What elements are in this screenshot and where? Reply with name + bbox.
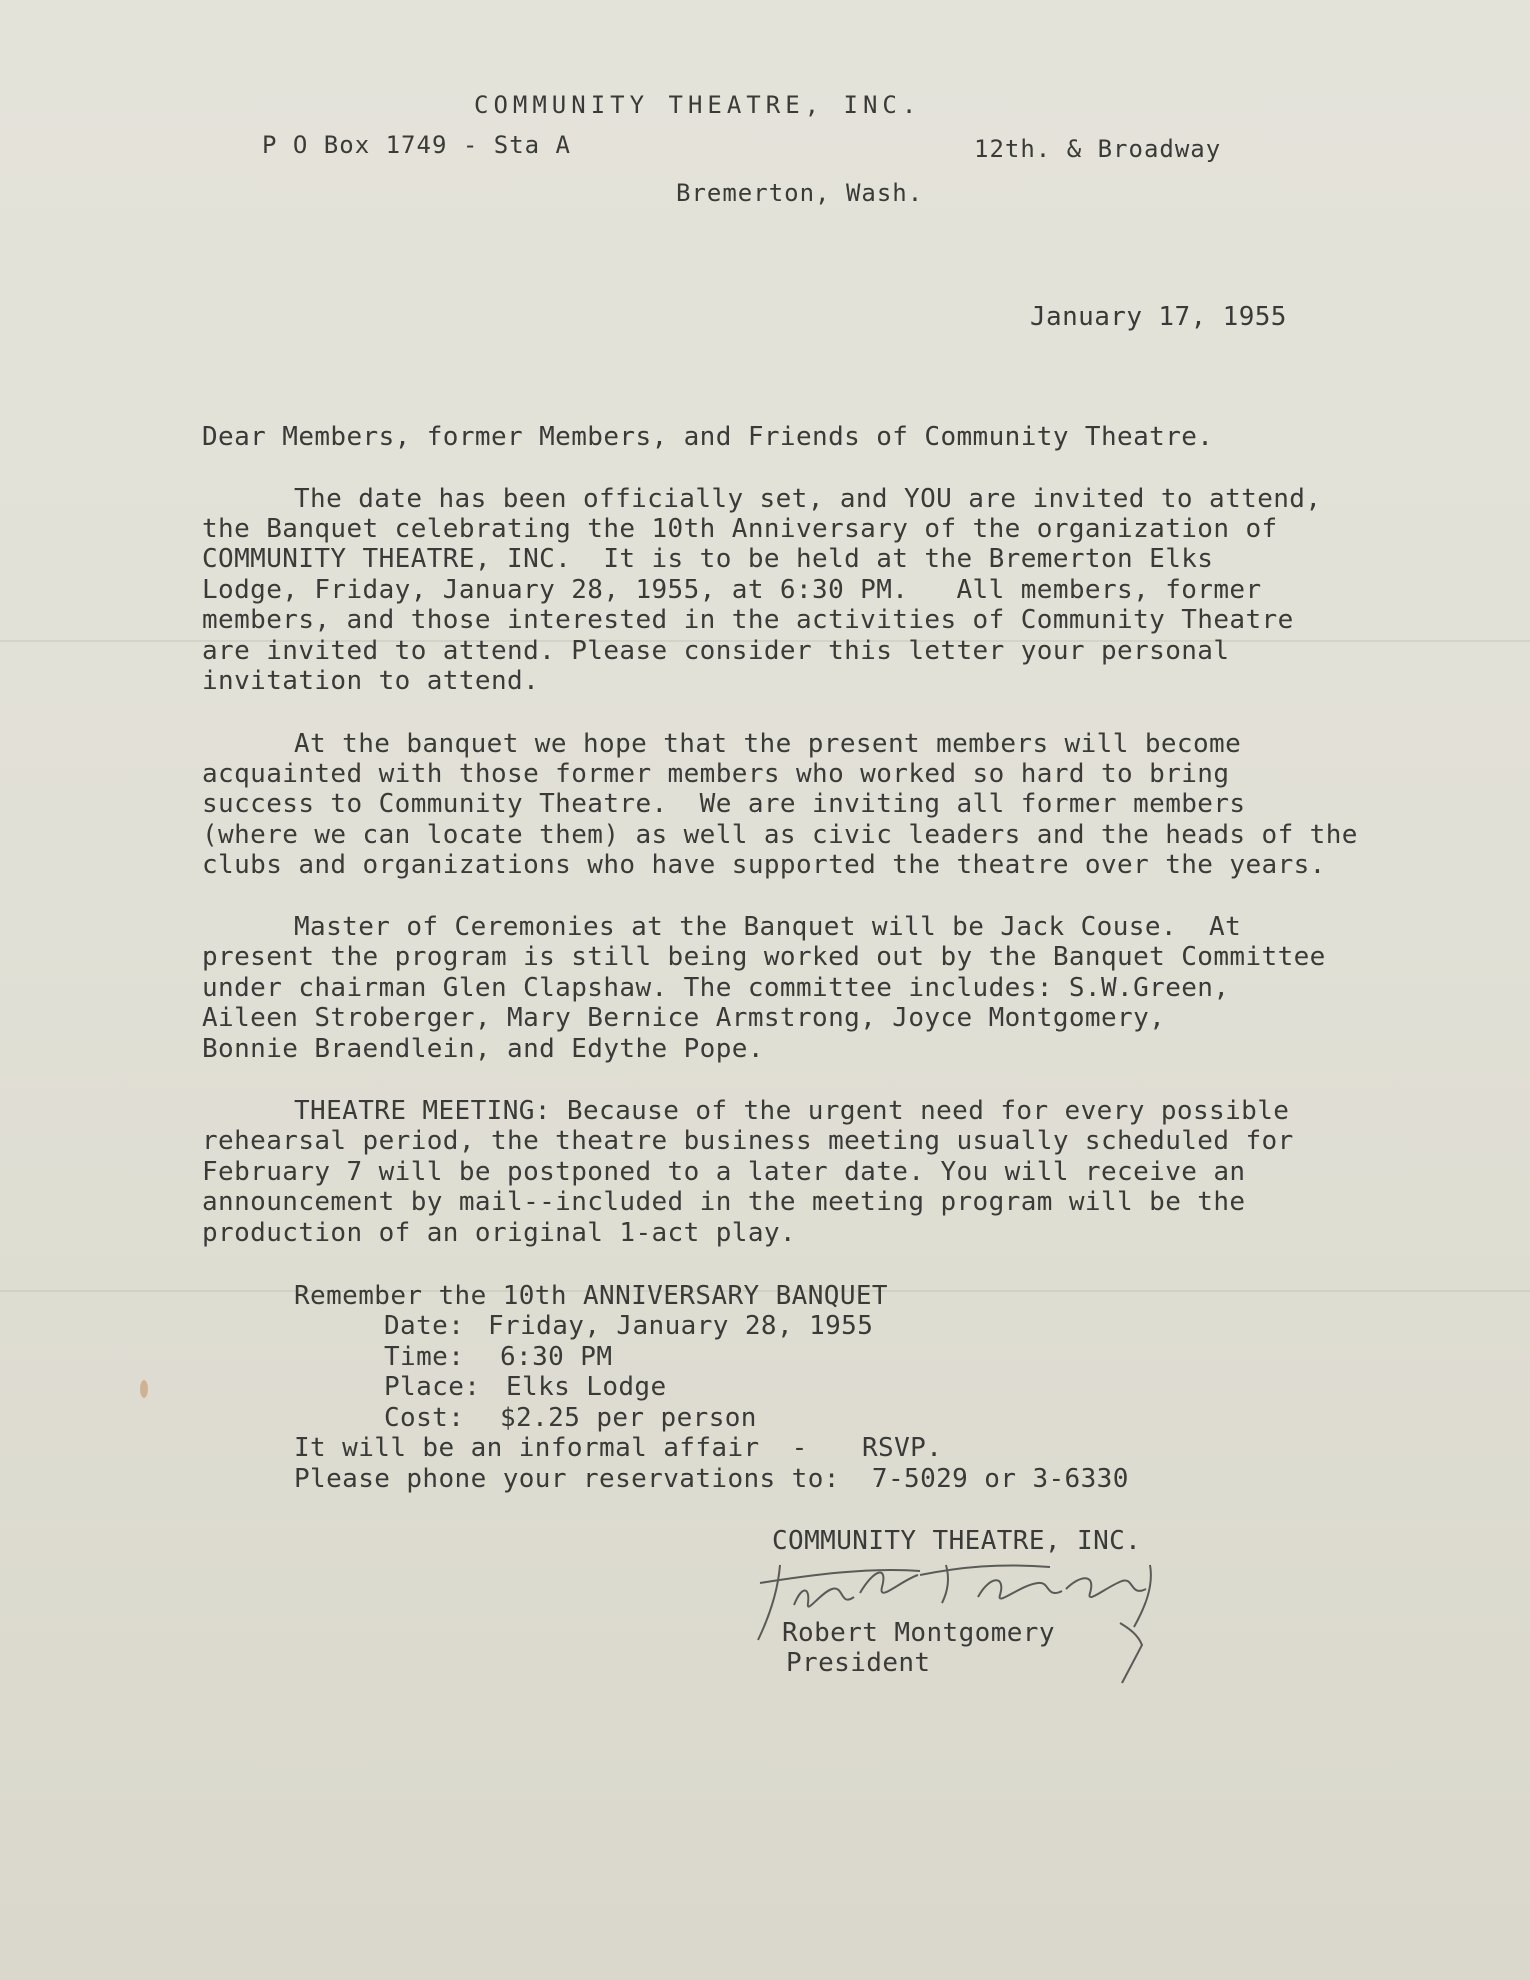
signer-name: Robert Montgomery	[782, 1618, 1055, 1648]
paragraph-line: clubs and organizations who have supported the theatre over the years.	[202, 850, 1326, 880]
paragraph-line: the Banquet celebrating the 10th Anniversary of the organization of	[202, 514, 1278, 544]
paragraph-line: members, and those interested in the activities of Community Theatre	[202, 605, 1294, 635]
letterhead-street: 12th. & Broadway	[974, 135, 1222, 163]
date-label: Date:	[384, 1311, 465, 1341]
paragraph-line: Aileen Stroberger, Mary Bernice Armstrong, Joyce Montgomery,	[202, 1003, 1166, 1033]
paragraph-line: COMMUNITY THEATRE, INC. It is to be held at the Bremerton Elks	[202, 544, 1214, 574]
letterhead-organization: COMMUNITY THEATRE, INC.	[474, 91, 922, 119]
cost-label: Cost:	[384, 1403, 465, 1433]
paragraph-line: February 7 will be postponed to a later date. You will receive an	[202, 1157, 1246, 1187]
phone-line: Please phone your reservations to: 7-5029 or 3-6330	[294, 1464, 1129, 1494]
place-label: Place:	[384, 1372, 481, 1402]
letterhead-po-box: P O Box 1749 - Sta A	[262, 131, 571, 159]
paragraph-line: announcement by mail--included in the meeting program will be the	[202, 1187, 1246, 1217]
time-label: Time:	[384, 1342, 465, 1372]
paragraph-line: production of an original 1-act play.	[202, 1218, 796, 1248]
letterhead-city: Bremerton, Wash.	[676, 179, 924, 207]
paragraph-line: Lodge, Friday, January 28, 1955, at 6:30 PM. All members, former	[202, 575, 1262, 605]
paper-stain	[140, 1380, 148, 1398]
paragraph-line: invitation to attend.	[202, 666, 540, 696]
salutation: Dear Members, former Members, and Friends of Community Theatre.	[202, 422, 1214, 452]
paragraph-line: rehearsal period, the theatre business meeting usually scheduled for	[202, 1126, 1294, 1156]
place-value: Elks Lodge	[506, 1372, 667, 1402]
signer-title: President	[786, 1648, 931, 1678]
paragraph-line: success to Community Theatre. We are inviting all former members	[202, 789, 1246, 819]
date-value: Friday, January 28, 1955	[488, 1311, 874, 1341]
paragraph-line: are invited to attend. Please consider this letter your personal	[202, 636, 1230, 666]
paragraph-line: present the program is still being worked out by the Banquet Committee	[202, 942, 1326, 972]
paragraph-line: (where we can locate them) as well as civic leaders and the heads of the	[202, 820, 1358, 850]
letter-date: January 17, 1955	[1030, 302, 1287, 332]
closing-organization: COMMUNITY THEATRE, INC.	[772, 1526, 1142, 1556]
paragraph-line: Master of Ceremonies at the Banquet will be Jack Couse. At	[294, 912, 1242, 942]
paragraph-line: Bonnie Braendlein, and Edythe Pope.	[202, 1034, 764, 1064]
time-value: 6:30 PM	[500, 1342, 613, 1372]
paragraph-line: under chairman Glen Clapshaw. The committee includes: S.W.Green,	[202, 973, 1230, 1003]
paragraph-line: acquainted with those former members who worked so hard to bring	[202, 759, 1230, 789]
paragraph-line: The date has been officially set, and YOU are invited to attend,	[294, 484, 1322, 514]
cost-value: $2.25 per person	[500, 1403, 757, 1433]
informal-note: It will be an informal affair -	[294, 1433, 808, 1463]
rsvp-note: RSVP.	[862, 1433, 943, 1463]
paragraph-line: THEATRE MEETING: Because of the urgent need for every possible	[294, 1096, 1290, 1126]
reminder-heading: Remember the 10th ANNIVERSARY BANQUET	[294, 1281, 888, 1311]
paragraph-line: At the banquet we hope that the present members will become	[294, 729, 1242, 759]
